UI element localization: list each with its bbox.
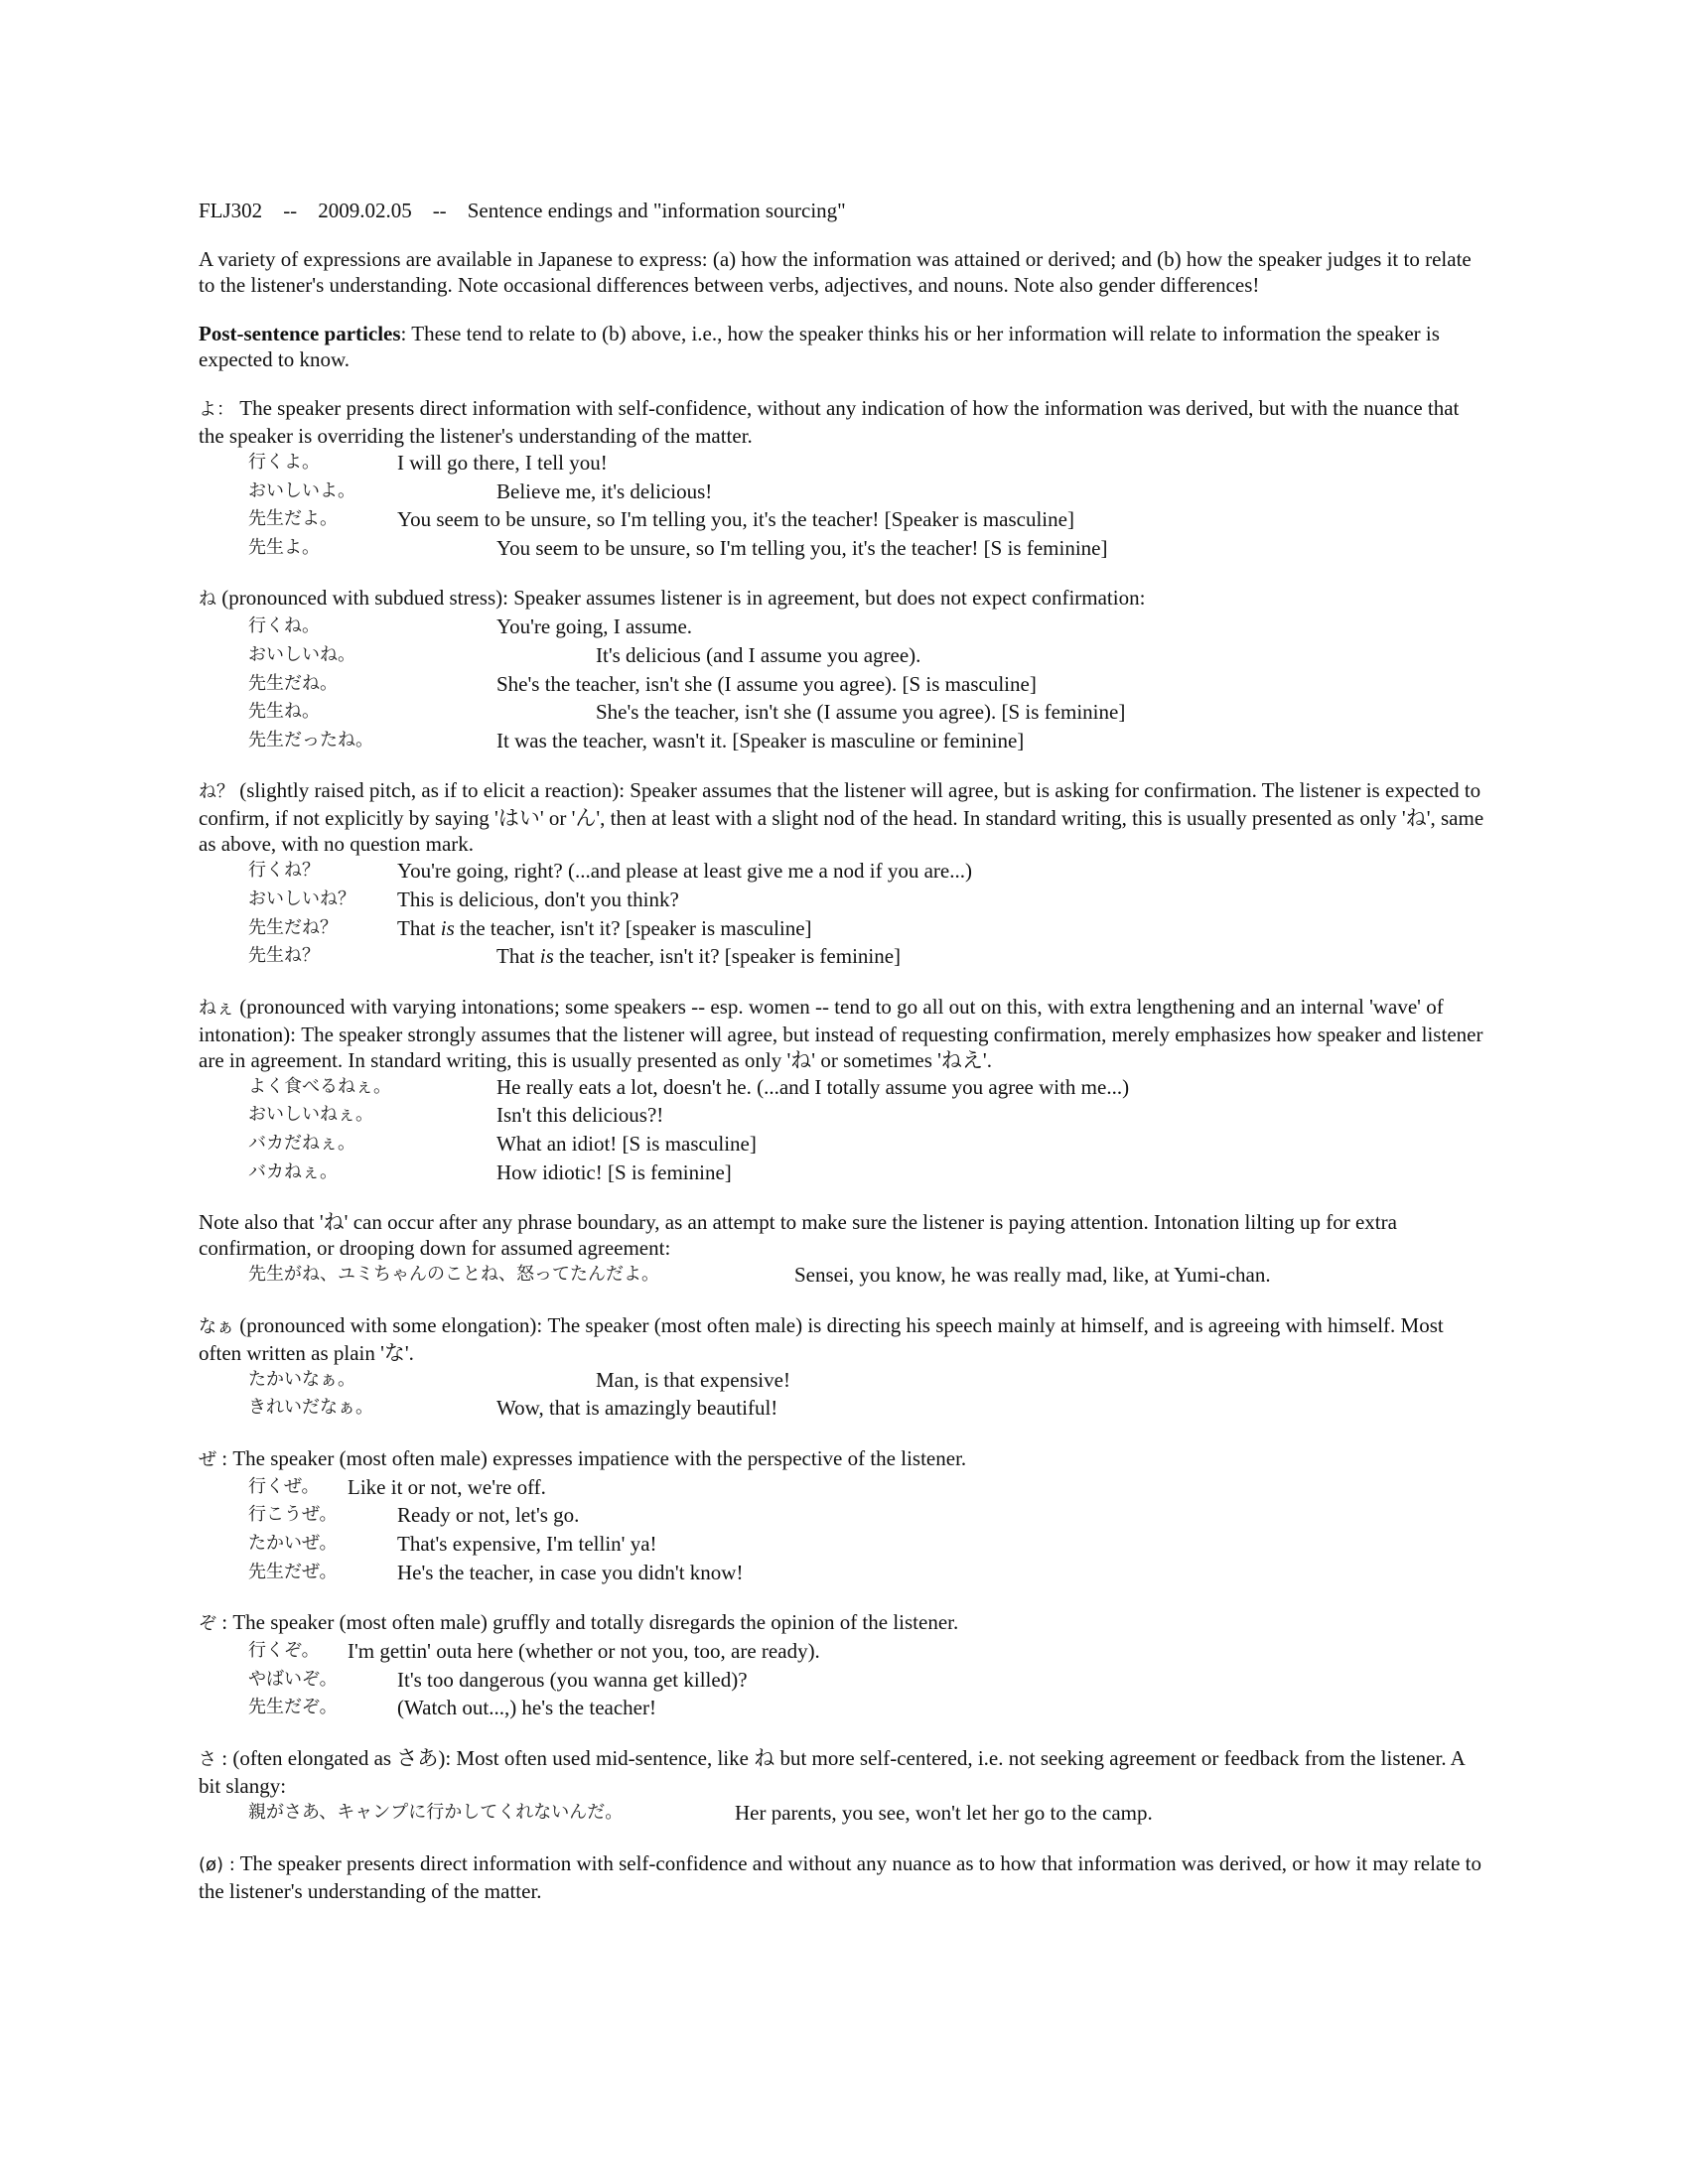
- example-row: [199, 1261, 1489, 1290]
- document-date: 2009.02.05: [318, 199, 412, 222]
- section-description: [199, 777, 1489, 857]
- example-japanese: バカだねぇ。: [248, 1132, 355, 1154]
- section-ze: [199, 1445, 1489, 1586]
- example-japanese: 先生だよ。: [248, 508, 338, 530]
- example-row: [199, 534, 1489, 563]
- example-row: [199, 1694, 1489, 1722]
- example-japanese: 行くね？: [248, 860, 320, 882]
- particle-mark: なぁ: [199, 1315, 234, 1337]
- example-japanese: やばいぞ。: [248, 1668, 338, 1690]
- example-english: (Watch out...,) he's the teacher!: [397, 1696, 656, 1720]
- example-japanese: 先生ね？: [248, 945, 320, 967]
- example-japanese: 行くぜ。: [248, 1475, 320, 1497]
- section-description: [199, 994, 1489, 1073]
- section-ne-note: [199, 1209, 1489, 1290]
- example-japanese: たかいぜ。: [248, 1533, 338, 1555]
- example-japanese: おいしいね。: [248, 643, 355, 665]
- example-english: She's the teacher, isn't she (I assume you agree). [S is masculine]: [496, 671, 1037, 696]
- example-english-emphasis: is: [539, 944, 554, 969]
- section-description: [199, 395, 1489, 449]
- example-english: Ready or not, let's go.: [397, 1503, 580, 1528]
- example-japanese: 先生がね、ユミちゃんのことね、怒ってたんだよ。: [248, 1264, 659, 1286]
- course-code: FLJ302: [199, 199, 263, 222]
- post-sentence-paragraph: [199, 321, 1489, 372]
- example-row: [199, 1101, 1489, 1130]
- example-japanese: 先生だぜ。: [248, 1561, 338, 1582]
- example-japanese: バカねぇ。: [248, 1160, 338, 1182]
- section-ne: [199, 585, 1489, 754]
- example-english: It's too dangerous (you wanna get killed)?: [397, 1667, 748, 1692]
- section-description-text: : The speaker (most often male) expresses impatience with the perspective of the listener.: [216, 1445, 967, 1470]
- particle-mark: さ: [199, 1749, 216, 1771]
- example-japanese: 行こうぜ。: [248, 1504, 338, 1526]
- section-description: [199, 1745, 1489, 1799]
- section-description: [199, 1850, 1489, 1904]
- section-description: [199, 1445, 1489, 1473]
- example-english: This is delicious, don't you think?: [397, 887, 679, 911]
- example-row: [199, 698, 1489, 727]
- example-english: It's delicious (and I assume you agree).: [596, 642, 921, 667]
- example-japanese: 行くよ。: [248, 452, 320, 473]
- example-english: Believe me, it's delicious!: [496, 478, 713, 503]
- separator: --: [432, 199, 447, 222]
- section-naa: [199, 1312, 1489, 1423]
- document-header: [199, 198, 1489, 223]
- document-topic: Sentence endings and "information sourcing": [467, 199, 846, 222]
- example-japanese: おいしいねぇ。: [248, 1104, 373, 1126]
- example-japanese: 先生だね？: [248, 916, 338, 938]
- example-row: [199, 942, 1489, 971]
- section-description-text: (pronounced with subdued stress): Speaker assumes listener is in agreement, but does not expect confirmation:: [216, 586, 1146, 611]
- example-row: [199, 613, 1489, 641]
- post-sentence-heading: Post-sentence particles: [199, 322, 401, 345]
- example-row: [199, 1530, 1489, 1559]
- example-japanese: 先生だぞ。: [248, 1697, 338, 1718]
- example-english: I will go there, I tell you!: [397, 451, 608, 475]
- section-description: Note also that 'ね' can occur after any phrase boundary, as an attempt to make sure the listener is paying attention. Intonation lilting up for extra confirmation, or drooping down for assumed agreement:: [199, 1210, 1397, 1261]
- example-english: Man, is that expensive!: [596, 1367, 790, 1392]
- example-japanese: おいしいよ。: [248, 479, 355, 501]
- example-english: She's the teacher, isn't she (I assume you agree). [S is feminine]: [596, 700, 1126, 725]
- particle-mark: ぜ: [199, 1448, 216, 1470]
- section-description: [199, 1609, 1489, 1637]
- example-japanese: 先生だね。: [248, 672, 338, 694]
- example-english: It was the teacher, wasn't it. [Speaker is masculine or feminine]: [496, 728, 1025, 752]
- section-description-text: The speaker presents direct information with self-confidence, without any indication of how the information was derived, but with the nuance that the speaker is overriding the listener's understanding of the matter.: [199, 396, 1460, 448]
- example-row: [199, 1394, 1489, 1423]
- particle-mark: よ：: [199, 399, 234, 420]
- section-zo: [199, 1609, 1489, 1722]
- section-zero: [199, 1850, 1489, 1904]
- example-english: Sensei, you know, he was really mad, like, at Yumi-chan.: [794, 1263, 1271, 1288]
- example-japanese: 親がさあ、キャンプに行かしてくれないんだ。: [248, 1802, 624, 1824]
- example-row: [199, 1559, 1489, 1587]
- example-row: [199, 1473, 1489, 1502]
- example-row: [199, 1637, 1489, 1666]
- example-row: [199, 886, 1489, 914]
- particle-mark: (ø) :: [199, 1853, 235, 1875]
- example-english: That's expensive, I'm tellin' ya!: [397, 1532, 657, 1557]
- section-description-text: : (often elongated as さあ): Most often used mid-sentence, like ね but more self-centered, i.e. not seeking agreement or feedback from the listener. A bit slangy:: [199, 1746, 1465, 1799]
- section-description-text: : The speaker (most often male) gruffly and totally disregards the opinion of the listener.: [216, 1610, 959, 1635]
- example-row: [199, 914, 1489, 943]
- example-row: [199, 1366, 1489, 1395]
- intro-paragraph: A variety of expressions are available in Japanese to express: (a) how the information was attained or derived; and (b) how the speaker judges it to relate to the listener's understanding. Note occasional differences between verbs, adjectives, and nouns. Note also gender differences!: [199, 247, 1472, 297]
- example-row: [199, 670, 1489, 699]
- example-english-emphasis: is: [440, 915, 455, 940]
- example-japanese: きれいだなぁ。: [248, 1397, 373, 1419]
- section-description-text: (pronounced with some elongation): The speaker (most often male) is directing his speech mainly at himself, and is agreeing with himself. Most often written as plain 'な'.: [199, 1312, 1444, 1365]
- separator: --: [283, 199, 298, 222]
- example-english: You seem to be unsure, so I'm telling you, it's the teacher! [Speaker is masculine]: [397, 507, 1074, 532]
- example-row: [199, 1159, 1489, 1187]
- example-english: You seem to be unsure, so I'm telling you, it's the teacher! [S is feminine]: [496, 535, 1108, 560]
- example-japanese: たかいなぁ。: [248, 1368, 355, 1390]
- section-description: [199, 585, 1489, 613]
- example-row: [199, 478, 1489, 506]
- example-row: [199, 857, 1489, 886]
- example-row: [199, 1666, 1489, 1695]
- example-japanese: 先生ね。: [248, 701, 320, 723]
- example-row: [199, 505, 1489, 534]
- example-english: What an idiot! [S is masculine]: [496, 1131, 757, 1156]
- particle-mark: ぞ: [199, 1613, 216, 1635]
- section-description-text: (slightly raised pitch, as if to elicit a reaction): Speaker assumes that the listener will agree, but is asking for confirmation. The listener is expected to confirm, if not explicitly by saying 'はい' or 'ん', then at least with a slight nod of the head. In standard writing, this is usually presented as only 'ね', same as above, with no question mark.: [199, 778, 1484, 857]
- section-description-text: The speaker presents direct information with self-confidence and without any nuance as to how that information was derived, or how it may relate to the listener's understanding of the matter.: [199, 1850, 1481, 1903]
- example-japanese: よく食べるねぇ。: [248, 1075, 391, 1097]
- section-description: [199, 1312, 1489, 1366]
- section-description-text: (pronounced with varying intonations; some speakers -- esp. women -- tend to go all out on this, with extra lengthening and an internal 'wave' of intonation): The speaker strongly assumes that the listener will agree, but instead of requesting confirmation, merely emphasizes how speaker and listener are in agreement. In standard writing, this is usually presented as only 'ね' or sometimes 'ねえ'.: [199, 994, 1483, 1072]
- section-yo: [199, 395, 1489, 562]
- section-nee: [199, 994, 1489, 1186]
- particle-mark: ね: [199, 589, 216, 611]
- section-ne-question: [199, 777, 1489, 970]
- example-english: I'm gettin' outa here (whether or not you, too, are ready).: [348, 1639, 820, 1664]
- example-english-part: That: [496, 944, 540, 969]
- example-row: [199, 1799, 1489, 1828]
- example-row: [199, 1501, 1489, 1530]
- example-english: [397, 914, 812, 943]
- example-row: [199, 727, 1489, 755]
- example-row: [199, 641, 1489, 670]
- example-english: You're going, right? (...and please at least give me a nod if you are...): [397, 859, 972, 884]
- example-row: [199, 1130, 1489, 1159]
- example-japanese: おいしいね？: [248, 887, 355, 909]
- example-row: [199, 449, 1489, 478]
- post-sentence-text: : These tend to relate to (b) above, i.e., how the speaker thinks his or her information will relate to information the speaker is expected to know.: [199, 322, 1440, 371]
- example-japanese: 行くね。: [248, 615, 320, 637]
- example-row: [199, 1073, 1489, 1102]
- example-english: [496, 942, 901, 971]
- example-english: He's the teacher, in case you didn't know!: [397, 1560, 744, 1584]
- example-english: You're going, I assume.: [496, 614, 693, 639]
- example-english: Her parents, you see, won't let her go to the camp.: [735, 1801, 1153, 1826]
- example-japanese: 先生だったね。: [248, 729, 373, 751]
- example-japanese: 行くぞ。: [248, 1640, 320, 1662]
- example-japanese: 先生よ。: [248, 536, 320, 558]
- example-english-part: That: [397, 915, 441, 940]
- particle-mark: ねぇ: [199, 997, 234, 1019]
- example-english-part: the teacher, isn't it? [speaker is masculine]: [454, 915, 812, 940]
- document-page: [199, 198, 1489, 1927]
- section-sa: [199, 1745, 1489, 1828]
- example-english: How idiotic! [S is feminine]: [496, 1160, 732, 1184]
- example-english-part: the teacher, isn't it? [speaker is feminine]: [553, 944, 902, 969]
- example-english: Wow, that is amazingly beautiful!: [496, 1396, 778, 1421]
- particle-mark: ね？: [199, 781, 234, 803]
- example-english: Isn't this delicious?!: [496, 1103, 664, 1128]
- example-english: Like it or not, we're off.: [348, 1474, 546, 1499]
- example-english: He really eats a lot, doesn't he. (...and I totally assume you agree with me...): [496, 1074, 1130, 1099]
